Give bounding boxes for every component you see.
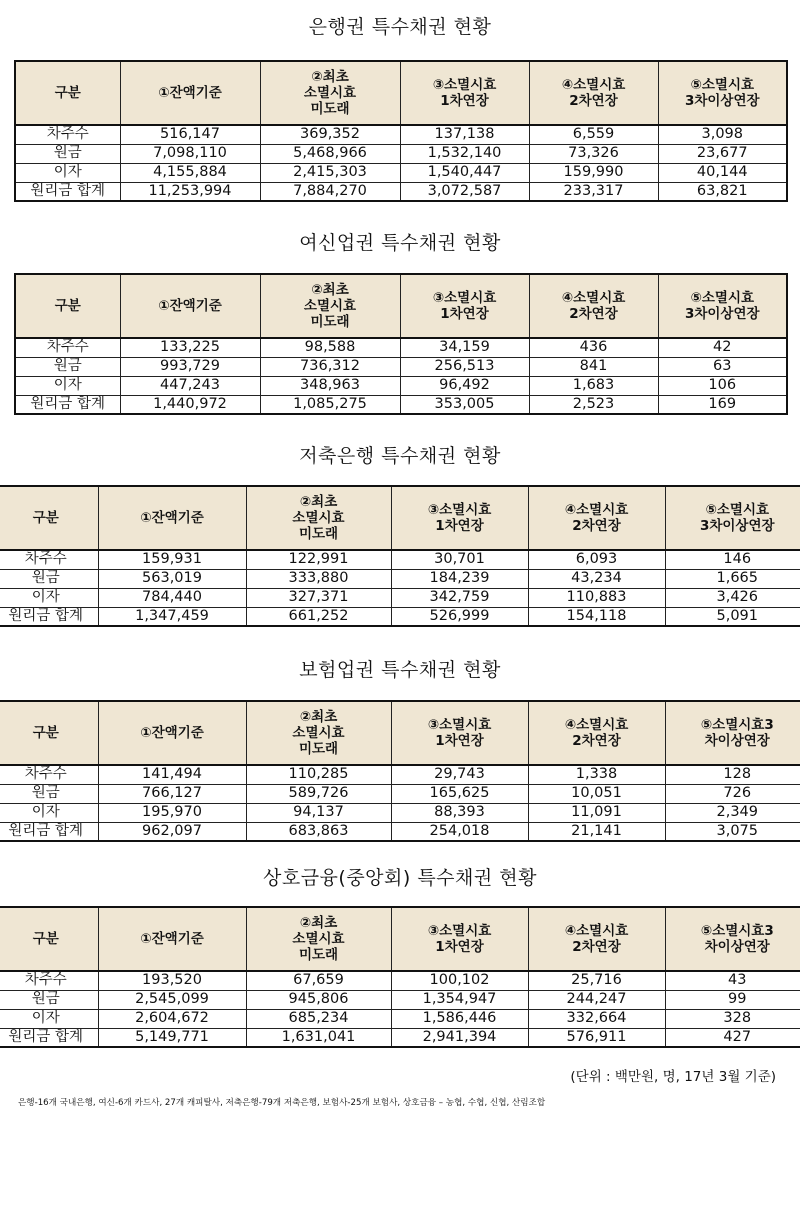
- header-not-due-line-0: ②최초: [299, 494, 338, 510]
- header-ext-1-line-1: 1차연장: [435, 733, 484, 749]
- table-row: [0, 1009, 800, 1028]
- table-row: [15, 144, 787, 163]
- table-cell: 4,155,884: [120, 163, 260, 182]
- header-ext-1-line-0: ③소멸시효: [432, 77, 497, 93]
- table-cell: 169: [658, 395, 787, 414]
- table-cell: 29,743: [391, 765, 528, 784]
- table-title: 보험업권 특수채권 현황: [299, 659, 501, 681]
- status-table: [14, 60, 788, 202]
- row-label: 차주수: [15, 125, 120, 144]
- table-cell: 7,098,110: [120, 144, 260, 163]
- header-ext-1-line-0: ③소멸시효: [427, 923, 492, 939]
- header-not-due-line-2: 미도래: [298, 526, 339, 542]
- header-ext-3plus-line-1: 차이상연장: [704, 939, 770, 955]
- header-ext-2-line-0: ④소멸시효: [564, 923, 629, 939]
- row-label: 이자: [0, 1009, 98, 1028]
- table-cell: 88,393: [391, 803, 528, 822]
- table-cell: 726: [665, 784, 800, 803]
- table-cell: 333,880: [246, 569, 391, 588]
- row-label: 원리금 합계: [0, 607, 98, 626]
- table-cell: 447,243: [120, 376, 260, 395]
- header-balance-line-0: ①잔액기준: [158, 85, 222, 101]
- header-category-line-0: 구분: [32, 931, 59, 947]
- table-cell: 146: [665, 550, 800, 569]
- row-label: 원리금 합계: [0, 822, 98, 841]
- table-row: [0, 765, 800, 784]
- row-label: 원금: [15, 357, 120, 376]
- header-ext-3plus-line-1: 3차이상연장: [684, 93, 760, 109]
- header-not-due-line-2: 미도래: [310, 314, 350, 330]
- table-cell: 1,532,140: [400, 144, 529, 163]
- table-cell: 369,352: [260, 125, 400, 144]
- table-row: [0, 784, 800, 803]
- row-label: 원금: [15, 144, 120, 163]
- table-cell: 516,147: [120, 125, 260, 144]
- table-cell: 2,415,303: [260, 163, 400, 182]
- table-row: [0, 569, 800, 588]
- table-cell: 25,716: [528, 971, 665, 990]
- row-label: 차주수: [0, 550, 98, 569]
- table-cell: 993,729: [120, 357, 260, 376]
- header-ext-3plus: [665, 907, 800, 971]
- header-row: [15, 61, 787, 125]
- table-cell: 5,149,771: [98, 1028, 246, 1047]
- table-cell: 98,588: [260, 338, 400, 357]
- header-not-due-line-1: 소멸시효: [292, 725, 345, 741]
- table-cell: 328: [665, 1009, 800, 1028]
- table-cell: 165,625: [391, 784, 528, 803]
- header-ext-1: [400, 61, 529, 125]
- table-cell: 576,911: [528, 1028, 665, 1047]
- table-cell: 11,091: [528, 803, 665, 822]
- table-cell: 254,018: [391, 822, 528, 841]
- table-cell: 3,426: [665, 588, 800, 607]
- header-ext-2-line-0: ④소멸시효: [564, 502, 629, 518]
- table-cell: 683,863: [246, 822, 391, 841]
- header-ext-2: [528, 907, 665, 971]
- header-ext-2: [529, 274, 658, 338]
- table-cell: 7,884,270: [260, 182, 400, 201]
- table-cell: 43: [665, 971, 800, 990]
- table-cell: 945,806: [246, 990, 391, 1009]
- header-ext-3plus-line-0: ⑤소멸시효3: [700, 923, 774, 939]
- table-cell: 1,540,447: [400, 163, 529, 182]
- table-cell: 736,312: [260, 357, 400, 376]
- header-not-due-line-2: 미도래: [310, 101, 350, 117]
- table-cell: 2,941,394: [391, 1028, 528, 1047]
- table-cell: 3,072,587: [400, 182, 529, 201]
- header-ext-3plus-line-1: 3차이상연장: [684, 306, 760, 322]
- header-ext-3plus: [665, 486, 800, 550]
- header-balance-line-0: ①잔액기준: [140, 510, 204, 526]
- header-ext-2-line-0: ④소멸시효: [564, 717, 629, 733]
- header-row: [15, 274, 787, 338]
- status-table: [0, 700, 800, 842]
- row-label: 원리금 합계: [15, 182, 120, 201]
- table-cell: 5,468,966: [260, 144, 400, 163]
- header-balance: [120, 61, 260, 125]
- header-balance: [98, 486, 246, 550]
- header-ext-2-line-0: ④소멸시효: [561, 77, 626, 93]
- table-title: 상호금융(중앙회) 특수채권 현황: [262, 867, 537, 889]
- header-category: [15, 61, 120, 125]
- table-cell: 1,683: [529, 376, 658, 395]
- table-cell: 106: [658, 376, 787, 395]
- table-cell: 73,326: [529, 144, 658, 163]
- table-cell: 233,317: [529, 182, 658, 201]
- row-label: 원리금 합계: [15, 395, 120, 414]
- table-cell: 1,440,972: [120, 395, 260, 414]
- header-ext-2-line-1: 2차연장: [572, 518, 621, 534]
- header-not-due: [260, 274, 400, 338]
- table-row: [15, 338, 787, 357]
- header-ext-1-line-0: ③소멸시효: [427, 717, 492, 733]
- table-cell: 137,138: [400, 125, 529, 144]
- header-ext-1: [391, 907, 528, 971]
- header-row: [0, 907, 800, 971]
- table-cell: 34,159: [400, 338, 529, 357]
- header-ext-1-line-1: 1차연장: [440, 93, 489, 109]
- table-row: [0, 803, 800, 822]
- header-balance: [98, 907, 246, 971]
- table-cell: 21,141: [528, 822, 665, 841]
- table-row: [0, 971, 800, 990]
- table-cell: 1,586,446: [391, 1009, 528, 1028]
- table-cell: 6,559: [529, 125, 658, 144]
- row-label: 차주수: [0, 765, 98, 784]
- header-not-due-line-1: 소멸시효: [303, 85, 357, 101]
- header-ext-2: [529, 61, 658, 125]
- table-cell: 11,253,994: [120, 182, 260, 201]
- header-ext-3plus-line-1: 차이상연장: [704, 733, 770, 749]
- table-cell: 23,677: [658, 144, 787, 163]
- table-cell: 67,659: [246, 971, 391, 990]
- header-category-line-0: 구분: [54, 298, 81, 314]
- table-row: [0, 822, 800, 841]
- row-label: 원금: [0, 990, 98, 1009]
- table-cell: 1,347,459: [98, 607, 246, 626]
- header-ext-1: [391, 701, 528, 765]
- table-cell: 661,252: [246, 607, 391, 626]
- table-cell: 6,093: [528, 550, 665, 569]
- header-ext-1-line-0: ③소멸시효: [427, 502, 492, 518]
- table-cell: 685,234: [246, 1009, 391, 1028]
- table-row: [15, 182, 787, 201]
- table-cell: 100,102: [391, 971, 528, 990]
- row-label: 이자: [15, 376, 120, 395]
- table-cell: 526,999: [391, 607, 528, 626]
- row-label: 차주수: [15, 338, 120, 357]
- header-not-due-line-0: ②최초: [299, 709, 338, 725]
- row-label: 원금: [0, 569, 98, 588]
- table-cell: 563,019: [98, 569, 246, 588]
- table-cell: 110,285: [246, 765, 391, 784]
- table-cell: 94,137: [246, 803, 391, 822]
- header-ext-2-line-1: 2차연장: [572, 939, 621, 955]
- header-ext-3plus: [658, 274, 787, 338]
- table-cell: 962,097: [98, 822, 246, 841]
- header-ext-3plus-line-1: 3차이상연장: [699, 518, 775, 534]
- header-category: [0, 907, 98, 971]
- table-row: [0, 588, 800, 607]
- header-ext-2: [528, 701, 665, 765]
- table-cell: 256,513: [400, 357, 529, 376]
- table-cell: 193,520: [98, 971, 246, 990]
- status-table: [0, 906, 800, 1048]
- unit-note: (단위 : 백만원, 명, 17년 3월 기준): [570, 1069, 776, 1085]
- table-cell: 43,234: [528, 569, 665, 588]
- table-cell: 141,494: [98, 765, 246, 784]
- header-not-due-line-0: ②최초: [299, 915, 338, 931]
- header-ext-3plus: [658, 61, 787, 125]
- header-row: [0, 701, 800, 765]
- table-cell: 128: [665, 765, 800, 784]
- header-ext-3plus-line-0: ⑤소멸시효: [705, 502, 770, 518]
- row-label: 이자: [0, 588, 98, 607]
- row-label: 이자: [15, 163, 120, 182]
- header-category: [15, 274, 120, 338]
- header-balance: [98, 701, 246, 765]
- header-not-due-line-0: ②최초: [311, 282, 349, 298]
- table-row: [15, 125, 787, 144]
- header-category: [0, 701, 98, 765]
- table-cell: 1,338: [528, 765, 665, 784]
- table-cell: 99: [665, 990, 800, 1009]
- table-cell: 2,349: [665, 803, 800, 822]
- footnote: 은행-16개 국내은행, 여신-6개 카드사, 27개 캐피탈사, 저축은행-79개 저축은행, 보험사-25개 보험사, 상호금융 – 농협, 수협, 신협, 산림조합: [18, 1098, 546, 1108]
- header-balance-line-0: ①잔액기준: [140, 725, 204, 741]
- table-row: [15, 395, 787, 414]
- table-cell: 353,005: [400, 395, 529, 414]
- table-cell: 122,991: [246, 550, 391, 569]
- table-cell: 342,759: [391, 588, 528, 607]
- header-category-line-0: 구분: [32, 510, 59, 526]
- table-cell: 427: [665, 1028, 800, 1047]
- header-not-due-line-1: 소멸시효: [292, 931, 345, 947]
- header-not-due: [246, 907, 391, 971]
- table-cell: 184,239: [391, 569, 528, 588]
- header-ext-1-line-1: 1차연장: [435, 518, 484, 534]
- table-cell: 841: [529, 357, 658, 376]
- table-title: 은행권 특수채권 현황: [308, 16, 492, 38]
- header-ext-3plus-line-0: ⑤소멸시효: [690, 77, 755, 93]
- table-cell: 110,883: [528, 588, 665, 607]
- header-category: [0, 486, 98, 550]
- table-cell: 40,144: [658, 163, 787, 182]
- table-cell: 766,127: [98, 784, 246, 803]
- header-row: [0, 486, 800, 550]
- row-label: 원금: [0, 784, 98, 803]
- table-cell: 1,354,947: [391, 990, 528, 1009]
- table-cell: 3,075: [665, 822, 800, 841]
- table-row: [0, 990, 800, 1009]
- header-not-due-line-2: 미도래: [298, 947, 339, 963]
- header-not-due-line-1: 소멸시효: [292, 510, 345, 526]
- header-ext-3plus: [665, 701, 800, 765]
- table-row: [15, 376, 787, 395]
- header-balance-line-0: ①잔액기준: [158, 298, 222, 314]
- table-cell: 2,545,099: [98, 990, 246, 1009]
- table-row: [15, 163, 787, 182]
- header-category-line-0: 구분: [54, 85, 81, 101]
- table-cell: 1,665: [665, 569, 800, 588]
- header-not-due-line-2: 미도래: [298, 741, 339, 757]
- header-not-due: [246, 486, 391, 550]
- table-cell: 159,990: [529, 163, 658, 182]
- header-category-line-0: 구분: [32, 725, 59, 741]
- table-cell: 327,371: [246, 588, 391, 607]
- table-cell: 1,631,041: [246, 1028, 391, 1047]
- row-label: 이자: [0, 803, 98, 822]
- table-cell: 589,726: [246, 784, 391, 803]
- table-cell: 784,440: [98, 588, 246, 607]
- header-ext-2: [528, 486, 665, 550]
- header-ext-2-line-0: ④소멸시효: [561, 290, 626, 306]
- header-ext-2-line-1: 2차연장: [572, 733, 621, 749]
- header-not-due-line-1: 소멸시효: [303, 298, 357, 314]
- table-cell: 96,492: [400, 376, 529, 395]
- header-ext-1: [391, 486, 528, 550]
- table-cell: 133,225: [120, 338, 260, 357]
- header-not-due: [260, 61, 400, 125]
- table-cell: 332,664: [528, 1009, 665, 1028]
- table-cell: 2,523: [529, 395, 658, 414]
- table-cell: 348,963: [260, 376, 400, 395]
- table-cell: 5,091: [665, 607, 800, 626]
- header-ext-3plus-line-0: ⑤소멸시효: [690, 290, 755, 306]
- header-not-due-line-0: ②최초: [311, 69, 349, 85]
- table-cell: 436: [529, 338, 658, 357]
- table-cell: 42: [658, 338, 787, 357]
- table-cell: 2,604,672: [98, 1009, 246, 1028]
- header-ext-1-line-1: 1차연장: [440, 306, 489, 322]
- table-cell: 63,821: [658, 182, 787, 201]
- header-ext-1: [400, 274, 529, 338]
- status-table: [14, 273, 788, 415]
- table-cell: 30,701: [391, 550, 528, 569]
- row-label: 차주수: [0, 971, 98, 990]
- table-title: 여신업권 특수채권 현황: [299, 232, 501, 254]
- header-ext-2-line-1: 2차연장: [569, 306, 618, 322]
- table-row: [0, 1028, 800, 1047]
- table-cell: 1,085,275: [260, 395, 400, 414]
- header-ext-2-line-1: 2차연장: [569, 93, 618, 109]
- row-label: 원리금 합계: [0, 1028, 98, 1047]
- table-cell: 10,051: [528, 784, 665, 803]
- header-ext-1-line-1: 1차연장: [435, 939, 484, 955]
- table-cell: 3,098: [658, 125, 787, 144]
- table-cell: 195,970: [98, 803, 246, 822]
- table-title: 저축은행 특수채권 현황: [299, 445, 501, 467]
- table-row: [15, 357, 787, 376]
- table-cell: 159,931: [98, 550, 246, 569]
- status-table: [0, 485, 800, 627]
- table-cell: 244,247: [528, 990, 665, 1009]
- header-not-due: [246, 701, 391, 765]
- header-ext-1-line-0: ③소멸시효: [432, 290, 497, 306]
- header-balance: [120, 274, 260, 338]
- table-cell: 154,118: [528, 607, 665, 626]
- table-row: [0, 550, 800, 569]
- header-balance-line-0: ①잔액기준: [140, 931, 204, 947]
- table-cell: 63: [658, 357, 787, 376]
- header-ext-3plus-line-0: ⑤소멸시효3: [700, 717, 774, 733]
- table-row: [0, 607, 800, 626]
